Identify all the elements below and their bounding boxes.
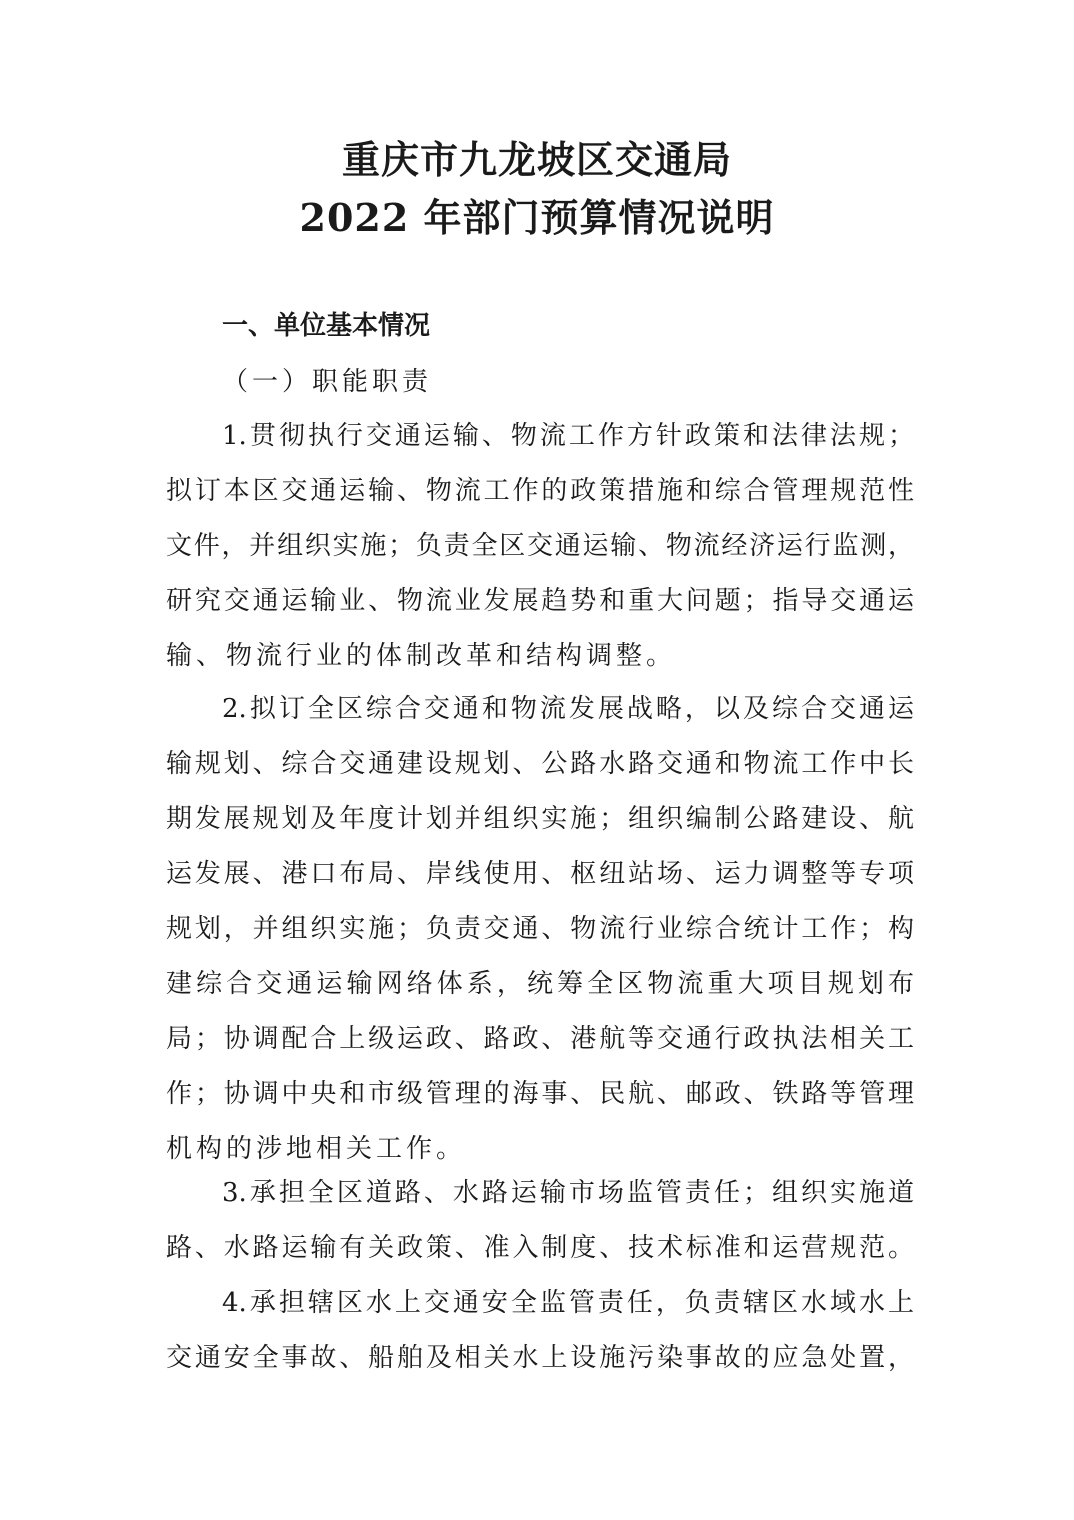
paragraph-line: 局；协调配合上级运政、路政、港航等交通行政执法相关工 bbox=[166, 1024, 914, 1054]
paragraph-line: 规划，并组织实施；负责交通、物流行业综合统计工作；构 bbox=[166, 914, 914, 944]
paragraph-line: 期发展规划及年度计划并组织实施；组织编制公路建设、航 bbox=[166, 804, 914, 834]
document-title-line-2: 2022 年部门预算情况说明 bbox=[299, 195, 775, 240]
paragraph-2 bbox=[166, 682, 914, 1177]
paragraph-4 bbox=[166, 1276, 914, 1386]
paragraph-line: 输规划、综合交通建设规划、公路水路交通和物流工作中长 bbox=[166, 749, 914, 779]
paragraph-line: 作；协调中央和市级管理的海事、民航、邮政、铁路等管理 bbox=[166, 1079, 914, 1109]
paragraph-line: 4.承担辖区水上交通安全监管责任，负责辖区水域水上 bbox=[222, 1288, 914, 1318]
paragraph-line: 1.贯彻执行交通运输、物流工作方针政策和法律法规； bbox=[222, 421, 914, 451]
paragraph-line: 3.承担全区道路、水路运输市场监管责任；组织实施道 bbox=[222, 1178, 914, 1208]
paragraph-line: 交通安全事故、船舶及相关水上设施污染事故的应急处置， bbox=[166, 1343, 914, 1373]
paragraph-line: 研究交通运输业、物流业发展趋势和重大问题；指导交通运 bbox=[166, 586, 914, 616]
paragraph-line: 2.拟订全区综合交通和物流发展战略，以及综合交通运 bbox=[222, 694, 914, 724]
subsection-heading: （一）职能职责 bbox=[222, 367, 433, 397]
section-heading: 一、单位基本情况 bbox=[222, 311, 431, 341]
paragraph-line: 机构的涉地相关工作。 bbox=[166, 1134, 467, 1164]
document-title-line-1: 重庆市九龙坡区交通局 bbox=[341, 137, 732, 182]
paragraph-3 bbox=[166, 1166, 914, 1276]
paragraph-1 bbox=[166, 409, 914, 684]
paragraph-line: 路、水路运输有关政策、准入制度、技术标准和运营规范。 bbox=[166, 1233, 914, 1263]
paragraph-line: 输、物流行业的体制改革和结构调整。 bbox=[166, 641, 677, 671]
paragraph-line: 建综合交通运输网络体系，统筹全区物流重大项目规划布 bbox=[166, 969, 914, 999]
paragraph-line: 拟订本区交通运输、物流工作的政策措施和综合管理规范性 bbox=[166, 476, 914, 506]
paragraph-line: 运发展、港口布局、岸线使用、枢纽站场、运力调整等专项 bbox=[166, 859, 914, 889]
paragraph-line: 文件，并组织实施；负责全区交通运输、物流经济运行监测， bbox=[166, 531, 914, 561]
